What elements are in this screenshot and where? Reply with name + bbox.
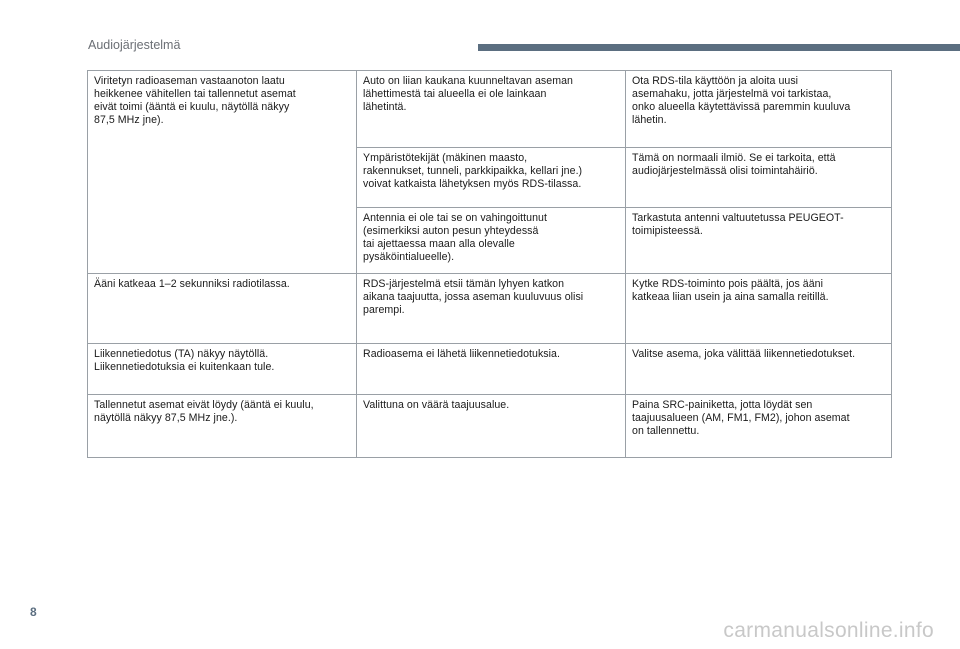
header-accent-bar [478,44,960,51]
section-title: Audiojärjestelmä [88,38,181,52]
page-number: 8 [30,605,37,619]
table-row [88,395,892,458]
cause-cell: Valittuna on väärä taajuusalue. [357,395,626,458]
problem-cell: Ääni katkeaa 1–2 sekunniksi radiotilassa. [88,274,357,344]
solution-cell: Tämä on normaali ilmiö. Se ei tarkoita, että audiojärjestelmässä olisi toimintahäiriö. [626,148,892,208]
solution-cell: Kytke RDS-toiminto pois päältä, jos ääni katkeaa liian usein ja aina samalla reitillä. [626,274,892,344]
solution-cell: Ota RDS-tila käyttöön ja aloita uusi asemahaku, jotta järjestelmä voi tarkistaa, onko alueella käytettävissä paremmin kuuluva lähetin. [626,71,892,148]
table-row [88,71,892,148]
problem-cell: Viritetyn radioaseman vastaanoton laatu heikkenee vähitellen tai tallennetut asemat eivät toimi (ääntä ei kuulu, näytöllä näkyy 87,5 MHz jne). [88,71,357,274]
cause-cell: Auto on liian kaukana kuunneltavan aseman lähettimestä tai alueella ei ole lainkaan lähetintä. [357,71,626,148]
solution-cell: Valitse asema, joka välittää liikennetiedotukset. [626,344,892,395]
table-row [88,274,892,344]
cause-cell: RDS-järjestelmä etsii tämän lyhyen katkon aikana taajuutta, jossa aseman kuuluvuus olisi parempi. [357,274,626,344]
solution-cell: Tarkastuta antenni valtuutetussa PEUGEOT- toimipisteessä. [626,208,892,274]
troubleshooting-table [87,70,892,458]
problem-cell: Liikennetiedotus (TA) näkyy näytöllä. Liikennetiedotuksia ei kuitenkaan tule. [88,344,357,395]
watermark-text: carmanualsonline.info [723,619,934,642]
cause-cell: Antennia ei ole tai se on vahingoittunut (esimerkiksi auton pesun yhteydessä tai ajettaessa maan alla olevalle pysäköintialueelle). [357,208,626,274]
cause-cell: Ympäristötekijät (mäkinen maasto, rakennukset, tunneli, parkkipaikka, kellari jne.) voivat katkaista lähetyksen myös RDS-tilassa. [357,148,626,208]
table-row [88,344,892,395]
cause-cell: Radioasema ei lähetä liikennetiedotuksia. [357,344,626,395]
problem-cell: Tallennetut asemat eivät löydy (ääntä ei kuulu, näytöllä näkyy 87,5 MHz jne.). [88,395,357,458]
solution-cell: Paina SRC-painiketta, jotta löydät sen taajuusalueen (AM, FM1, FM2), johon asemat on tallennettu. [626,395,892,458]
